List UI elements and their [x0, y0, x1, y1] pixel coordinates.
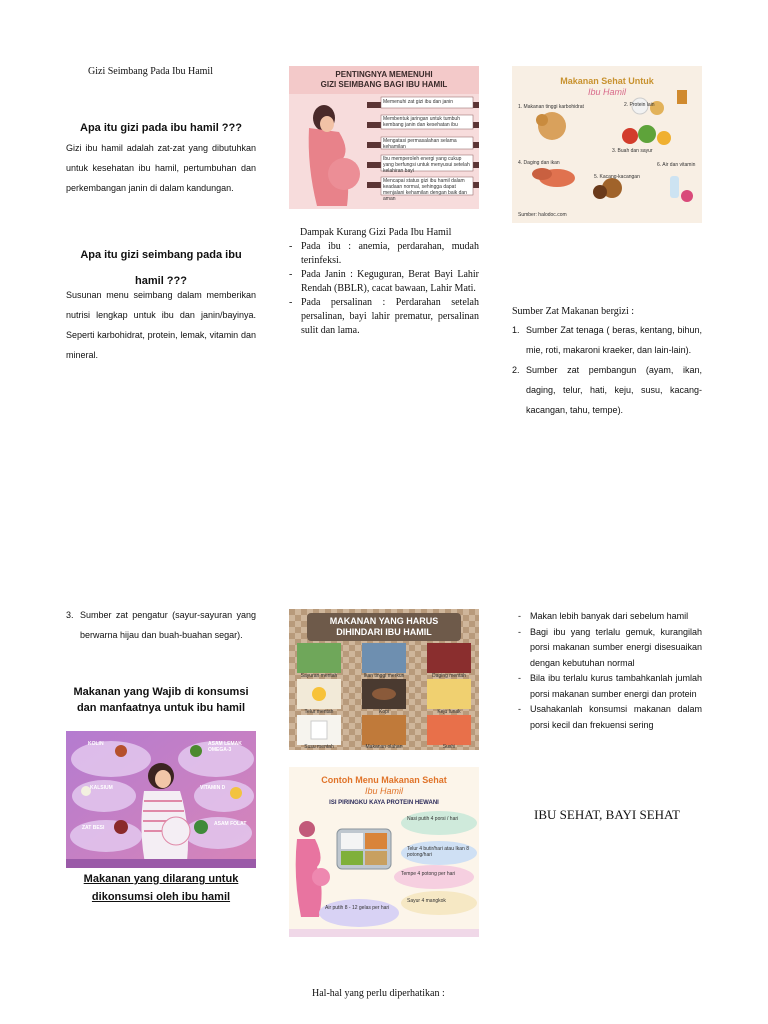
- image-makanan-dihindari: [289, 609, 479, 750]
- image-caption: Susu mentah: [304, 744, 334, 750]
- image-title-line2: DIHINDARI IBU HAMIL: [336, 627, 432, 637]
- image-label: KOLIN: [88, 741, 104, 747]
- heading-gizi-ibu-hamil: Apa itu gizi pada ibu hamil ???: [80, 122, 242, 134]
- image-label: 5. Kacang-kacangan: [594, 174, 640, 180]
- image-title: Makanan Sehat Untuk: [560, 76, 654, 86]
- list-tips: [518, 609, 702, 733]
- image-caption: Ikan tinggi merkuri: [363, 673, 405, 679]
- image-banner: ISI PIRINGKU KAYA PROTEIN HEWANI: [329, 800, 439, 806]
- heading-gizi-seimbang: Apa itu gizi seimbang pada ibu hamil ???: [80, 249, 242, 287]
- image-bubble: Tempe 4 potong per hari: [401, 871, 456, 877]
- image-title-line1: MAKANAN YANG HARUS: [329, 616, 439, 626]
- image-caption: Keju lunak: [437, 709, 461, 715]
- image-bubble: Air putih 8 - 12 gelas per hari: [325, 905, 390, 911]
- image-makanan-wajib: [66, 731, 256, 868]
- image-title-line1: PENTINGNYA MEMENUHI: [335, 70, 433, 79]
- image-title-line2: GIZI SEIMBANG BAGI IBU HAMIL: [320, 80, 448, 89]
- image-caption: Kopi: [378, 709, 389, 715]
- heading-dampak-kurang-gizi: Dampak Kurang Gizi Pada Ibu Hamil: [300, 227, 452, 238]
- heading-makanan-wajib: Makanan yang Wajib di konsumsi dan manfaatnya untuk ibu hamil: [73, 686, 249, 714]
- heading-sumber-zat: Sumber Zat Makanan bergizi :: [512, 306, 635, 317]
- image-caption: Daging mentah: [432, 673, 466, 679]
- image-label: ASAM LEMAK OMEGA-3: [208, 741, 242, 753]
- image-contoh-menu: [289, 767, 479, 937]
- list-sumber-zat: [512, 320, 702, 420]
- image-source: Sumber: halodoc.com: [518, 212, 567, 218]
- list-item: - Bagi ibu yang terlalu gemuk, kurangilah porsi makanan sumber energi disesuaikan dengan kebutuhan normal: [518, 625, 702, 672]
- heading-makanan-dilarang: Makanan yang dilarang untuk dikonsumsi oleh ibu hamil: [83, 873, 239, 903]
- image-label: 2. Protein lain: [624, 102, 655, 108]
- image-pentingnya-gizi: [289, 66, 479, 209]
- image-label: 3. Buah dan sayur: [612, 148, 653, 154]
- image-item: Mengatasi permasalahan selama kehamilan: [383, 138, 457, 150]
- list-item: - Makan lebih banyak dari sebelum hamil: [518, 609, 702, 625]
- image-title: Contoh Menu Makanan Sehat: [321, 775, 447, 785]
- image-subtitle: Ibu Hamil: [364, 786, 403, 796]
- list-item: - Pada ibu : anemia, perdarahan, mudah terinfeksi.: [289, 240, 479, 268]
- image-label: KALSIUM: [90, 785, 113, 791]
- list-item: - Usahakanlah konsumsi makanan dalam porsi kecil dan frekuensi sering: [518, 702, 702, 733]
- list-sumber-zat-cont: [66, 605, 256, 645]
- image-bubble: Nasi putih 4 porsi / hari: [407, 816, 459, 822]
- image-item: Membentuk jaringan untuk tumbuh kembang janin dan kesehatan ibu: [383, 116, 460, 128]
- image-subtitle: Ibu Hamil: [587, 87, 626, 97]
- footer-note: Hal-hal yang perlu diperhatikan :: [312, 988, 445, 999]
- list-item: 3. Sumber zat pengatur (sayur-sayuran yang berwarna hijau dan buah-buahan segar).: [66, 610, 256, 640]
- list-item: - Pada Janin : Keguguran, Berat Bayi Lahir Rendah (BBLR), cacat bawaan, Lahir Mati.: [289, 268, 479, 296]
- list-item: 2. Sumber zat pembangun (ayam, ikan, daging, telur, hati, keju, susu, kacang-kacangan, tahu, tempe).: [512, 365, 702, 415]
- image-bubble: Telur 4 butir/hari atau Ikan 8 potong/hari: [407, 846, 469, 858]
- image-caption: Telur mentah: [304, 709, 334, 715]
- image-label: ASAM FOLAT: [214, 821, 247, 827]
- image-label: 4. Daging dan ikan: [518, 160, 560, 166]
- image-caption: Makanan olahan: [365, 744, 403, 750]
- paragraph-gizi-definition: Gizi ibu hamil adalah zat-zat yang dibutuhkan untuk kesehatan ibu hamil, pertumbuhan dan perkembangan janin di dalam kandungan.: [66, 143, 256, 193]
- image-item: Ibu memperoleh energi yang cukup yang berfungsi untuk menyusui setelah kelahiran bayi: [383, 156, 470, 174]
- image-label: VITAMIN D: [200, 785, 226, 791]
- image-label: 6. Air dan vitamin: [657, 162, 696, 168]
- list-item: - Pada persalinan : Perdarahan setelah persalinan, bayi lahir prematur, persalinan sulit dan lama.: [289, 296, 479, 338]
- slogan: IBU SEHAT, BAYI SEHAT: [534, 807, 680, 822]
- image-caption: Sayuran mentah: [300, 673, 338, 679]
- list-dampak: [289, 240, 479, 338]
- paragraph-gizi-seimbang: Susunan menu seimbang dalam memberikan nutrisi lengkap untuk ibu dan janin/bayinya. Seperti karbohidrat, protein, lemak, vitamin dan mineral.: [66, 290, 256, 360]
- image-item: Memenuhi zat gizi ibu dan janin: [383, 99, 454, 105]
- image-makanan-sehat: [512, 66, 702, 223]
- list-item: 1. Sumber Zat tenaga ( beras, kentang, bihun, mie, roti, makaroni kraeker, dan lain-lain).: [512, 325, 702, 355]
- image-label: 1. Makanan tinggi karbohidrat: [518, 104, 584, 110]
- image-bubble: Sayur 4 mangkok: [407, 898, 446, 904]
- image-label: ZAT BESI: [82, 825, 105, 831]
- document-title: Gizi Seimbang Pada Ibu Hamil: [88, 66, 213, 77]
- list-item: - Bila ibu terlalu kurus tambahkanlah jumlah porsi makanan sumber energi dan protein: [518, 671, 702, 702]
- image-caption: Sushi: [442, 744, 456, 750]
- image-item: Mencapai status gizi ibu hamil dalam keadaan normal, sehingga dapat menjalani kehamilan dengan baik dan aman: [383, 178, 467, 202]
